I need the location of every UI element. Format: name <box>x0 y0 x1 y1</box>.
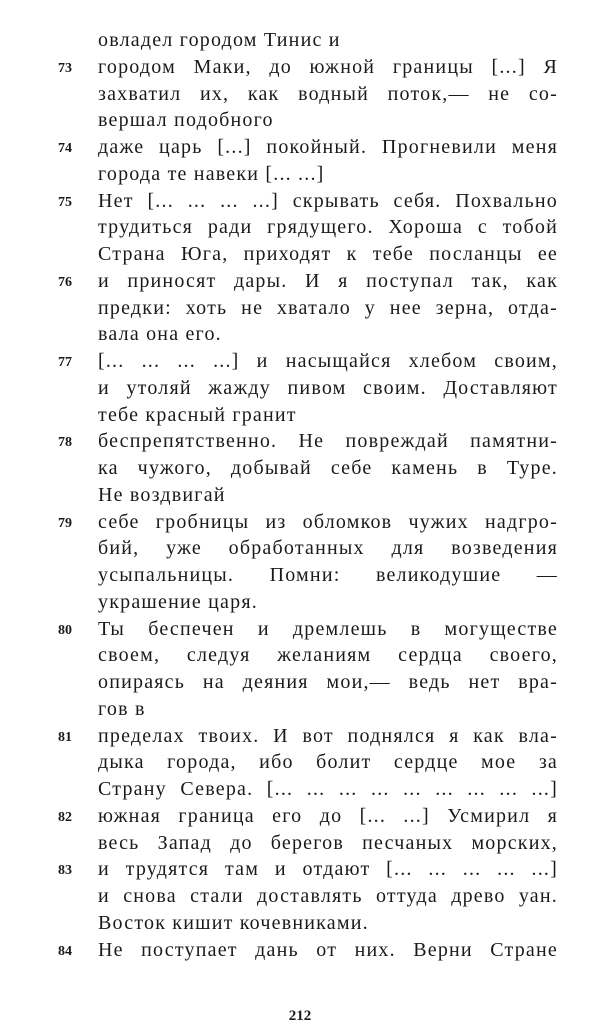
text-line: усыпальницы. Помни: великодушие — <box>98 564 558 586</box>
line-number: 83 <box>58 863 72 879</box>
text-line: южная граница его до [... ...] Усмирил я <box>98 804 558 827</box>
text-line: города те навеки [... ...] <box>98 162 325 185</box>
line-number: 74 <box>58 141 72 156</box>
line-number: 75 <box>58 194 72 210</box>
text-line: и снова стали доставлять оттуда древо уан. <box>98 885 558 907</box>
page-number: 212 <box>288 1008 312 1024</box>
line-number: 73 <box>58 60 72 76</box>
text-line: пределах твоих. И вот поднялся я как вла- <box>98 724 558 747</box>
text-line: Нет [... ... ... ...] скрывать себя. Похвально <box>98 189 558 212</box>
text-line: дыка города, ибо болит сердце мое за <box>98 751 558 774</box>
text-line: захватил их, как водный поток,— не со- <box>98 82 558 105</box>
text-line: украшение царя. <box>98 590 258 613</box>
text-line: тебе красный гранит <box>98 403 297 426</box>
text-line: бий, уже обработанных для возведения <box>98 537 558 560</box>
text-line: Страна Юга, приходят к тебе посланцы ее <box>98 243 558 265</box>
text-line: своем, следуя желаниям сердца своего, <box>98 644 558 667</box>
text-line: Восток кишит кочевниками. <box>98 911 369 934</box>
text-line: даже царь [...] покойный. Прогневили меня <box>98 136 558 158</box>
text-line: вала она его. <box>98 323 222 346</box>
line-number: 79 <box>58 515 72 531</box>
text-line: овладел городом Тинис и <box>98 29 341 51</box>
text-line: трудиться ради грядущего. Хороша с тобой <box>98 216 558 239</box>
text-line: Ты беспечен и дремлешь в могуществе <box>98 617 558 640</box>
text-line: ка чужого, добывай себе камень в Туре. <box>98 457 558 479</box>
line-number: 82 <box>58 809 72 825</box>
text-line: городом Маки, до южной границы [...] Я <box>98 55 558 78</box>
line-number: 76 <box>58 274 72 290</box>
text-line: весь Запад до берегов песчаных морских, <box>98 831 558 854</box>
text-line: Страну Севера. [... ... ... ... ... ... ... ... ...] <box>98 778 558 800</box>
text-line: предки: хоть не хватало у нее зерна, отда- <box>98 296 558 319</box>
text-line: гов в <box>98 697 146 720</box>
text-line: и приносят дары. И я поступал так, как <box>98 269 558 292</box>
text-line: Не воздвигай <box>98 483 226 506</box>
text-line: вершал подобного <box>98 109 274 132</box>
line-number: 78 <box>58 435 72 451</box>
line-number: 80 <box>58 622 72 638</box>
text-line: беспрепятственно. Не повреждай памятни- <box>98 430 558 453</box>
line-number: 81 <box>58 729 72 745</box>
line-number: 84 <box>58 943 72 959</box>
text-line: себе гробницы из обломков чужих надгро- <box>98 510 558 533</box>
line-number: 77 <box>58 355 72 370</box>
text-line: опираясь на деяния мои,— ведь нет вра- <box>98 671 558 693</box>
text-line: [... ... ... ...] и насыщайся хлебом своим, <box>98 350 558 372</box>
text-line: Не поступает дань от них. Верни Стране <box>98 938 558 961</box>
text-line: и трудятся там и отдают [... ... ... ... ...] <box>98 858 558 881</box>
text-line: и утоляй жажду пивом своим. Доставляют <box>98 376 558 399</box>
